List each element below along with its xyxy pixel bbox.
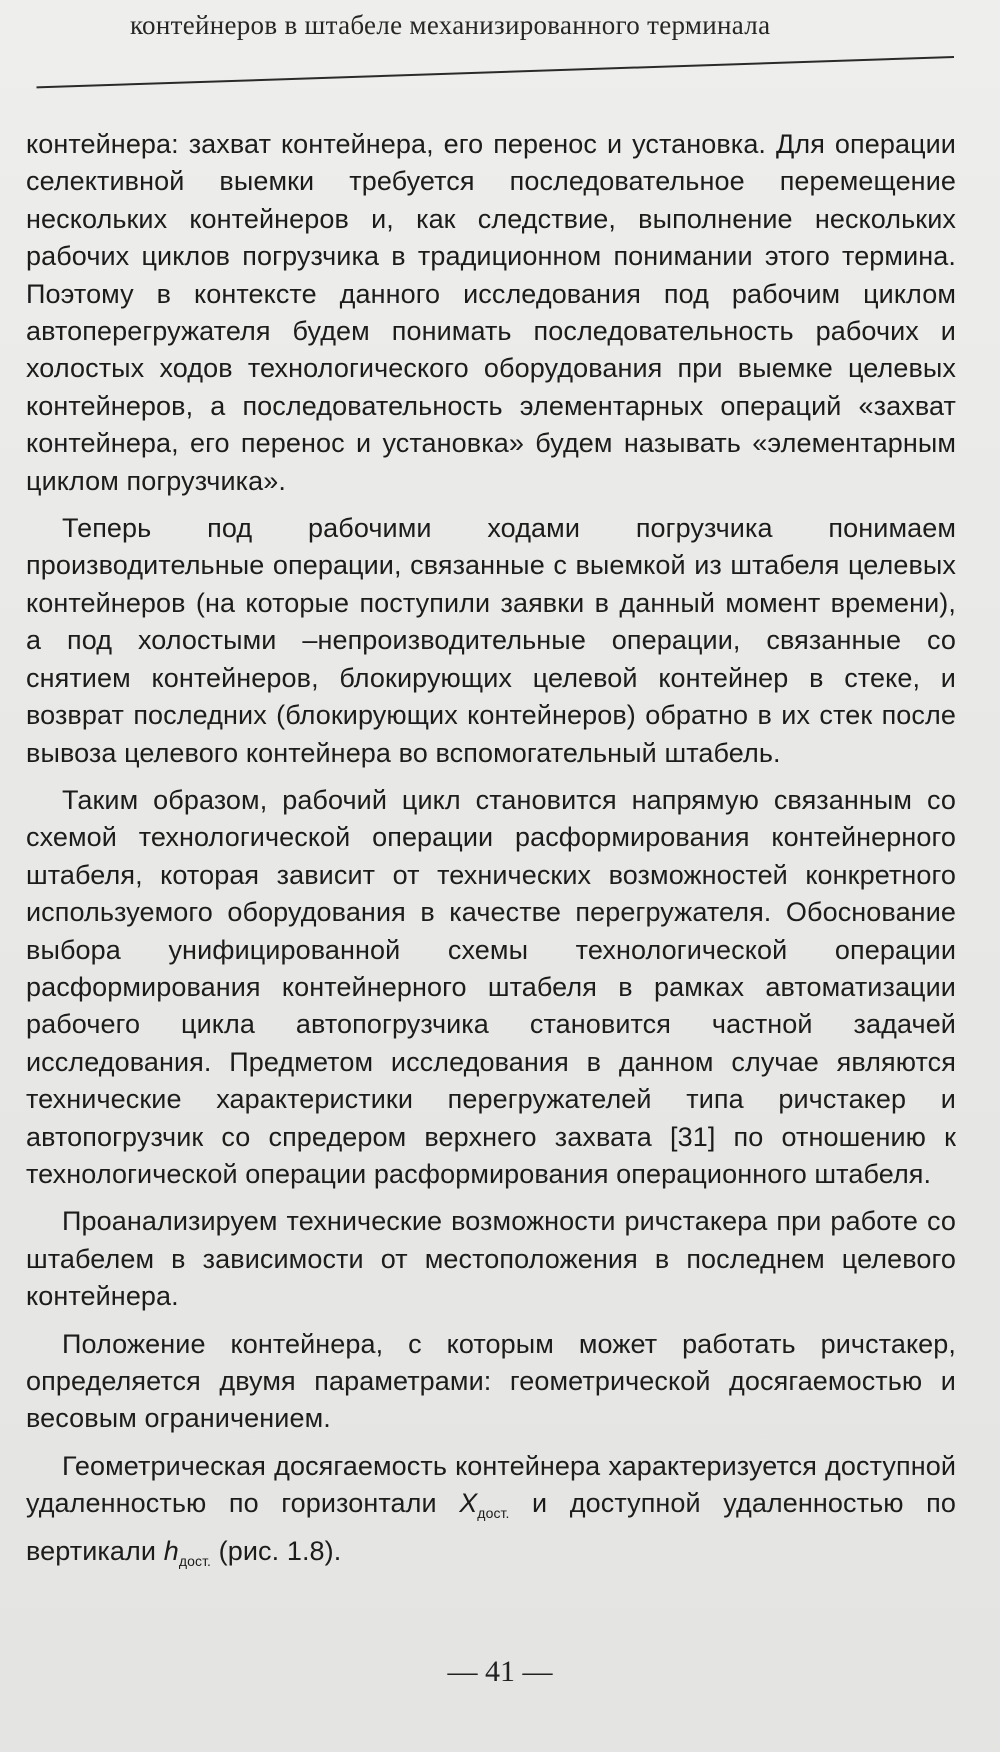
- paragraph: Теперь под рабочими ходами погрузчика понимаем производительные операции, связанные с выемкой из штабеля целевых контейнеров (на которые поступили заявки в данный момент времени), а под холостыми –непроизводительные операции, связанные со снятием контейнеров, блокирующих целевой контейнер в стеке, и возврат последних (блокирующих контейнеров) обратно в их стек после вывоза целевого контейнера во вспомогательный штабель.: [26, 513, 956, 768]
- subscript-h: дост.: [178, 1552, 212, 1569]
- text-run: и доступной удаленностью по вертикали: [26, 1488, 956, 1566]
- paragraph-reach: [26, 1448, 956, 1580]
- text-run: (рис. 1.8).: [211, 1535, 342, 1566]
- subscript-x: дост.: [477, 1505, 510, 1522]
- variable-x: X: [459, 1488, 478, 1519]
- paragraph: Таким образом, рабочий цикл становится напрямую связанным со схемой технологической операции расформирования контейнерного штабеля, которая зависит от технических возможностей конкретного используемого оборудования в качестве перегружателя. Обоснование выбора унифицированной схемы технологической операции расформирования контейнерного штабеля в рамках автоматизации рабочего цикла автопогрузчика становится частной задачей исследования. Предметом исследования в данном случае являются технические характеристики перегружателей типа ричстакер и автопогрузчик со спредером верхнего захвата [31] по отношению к технологической операции расформирования операционного штабеля.: [26, 784, 956, 1189]
- page-number: — 41 —: [447, 1655, 553, 1688]
- paragraph: Положение контейнера, с которым может работать ричстакер, определяется двумя параметрами: геометрической досягаемостью и весовым ограничением.: [26, 1328, 956, 1434]
- body-text: [26, 126, 956, 1580]
- paragraph: контейнера: захват контейнера, его перенос и установка. Для операции селективной выемки требуется последовательное перемещение нескольких контейнеров и, как следствие, выполнение нескольких рабочих циклов погрузчика в традиционном понимании этого термина. Поэтому в контексте данного исследования под рабочим циклом автоперегружателя будем понимать последовательность рабочих и холостых ходов технологического оборудования при выемке целевых контейнеров, а последовательность элементарных операций «захват контейнера, его перенос и установка» будем называть «элементарным циклом погрузчика».: [26, 129, 956, 496]
- paragraph: Проанализируем технические возможности ричстакера при работе со штабелем в зависимости от местоположения в последнем целевого контейнера.: [26, 1206, 956, 1312]
- header-rule: [36, 56, 954, 88]
- text-run: Геометрическая досягаемость контейнера характеризуется доступной удаленностью по горизонтали: [26, 1450, 956, 1519]
- variable-h: h: [163, 1535, 179, 1566]
- running-header: контейнеров в штабеле механизированного терминала: [130, 10, 771, 40]
